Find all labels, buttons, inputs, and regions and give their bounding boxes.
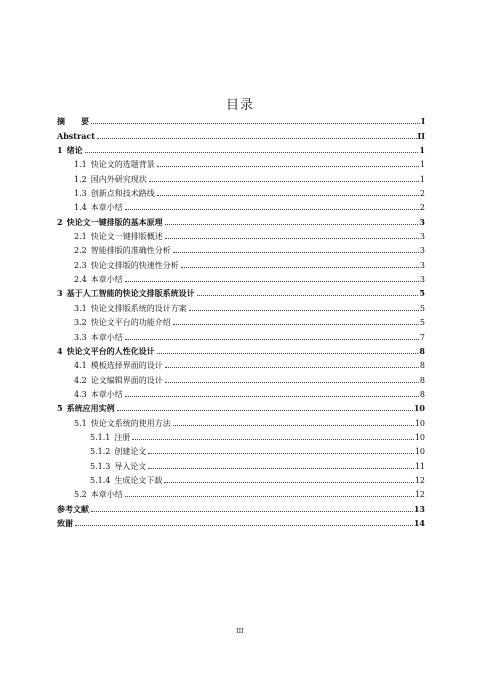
table-of-contents <box>57 112 425 528</box>
toc-entry-title <box>57 132 95 141</box>
dot-leader <box>125 281 419 282</box>
toc-entry-page: 8 <box>419 389 425 399</box>
dot-leader <box>149 181 419 182</box>
toc-entry[interactable] <box>57 212 425 226</box>
toc-entry-title <box>74 304 187 313</box>
dot-leader <box>125 496 414 497</box>
toc-entry-number: 1.1 <box>74 160 87 170</box>
toc-entry-page: 1 <box>419 160 425 170</box>
dot-leader <box>157 166 419 167</box>
toc-entry-page: 3 <box>419 246 425 256</box>
dot-leader <box>157 195 419 196</box>
toc-entry-page: 10 <box>414 418 425 428</box>
toc-entry-page: 2 <box>419 189 425 199</box>
toc-entry-number: 4 <box>57 345 63 356</box>
toc-entry-title <box>57 505 89 514</box>
toc-entry-number: 3 <box>57 288 63 299</box>
toc-entry-text: 本章小结 <box>90 275 123 285</box>
toc-entry-page: 3 <box>419 275 425 285</box>
toc-entry-title <box>74 275 123 284</box>
toc-entry-page: 14 <box>413 517 425 528</box>
toc-entry-text: 论文编辑界面的设计 <box>90 375 163 385</box>
toc-entry-text: 系统应用实例 <box>66 403 115 414</box>
toc-entry[interactable] <box>57 298 425 312</box>
toc-entry[interactable] <box>57 198 425 212</box>
dot-leader <box>164 482 413 483</box>
toc-entry-page: 3 <box>419 232 425 242</box>
toc-entry-text: 本章小结 <box>90 389 123 399</box>
toc-entry-number: 4.1 <box>74 361 87 371</box>
dot-leader <box>125 396 419 397</box>
toc-entry-page: 13 <box>413 503 425 514</box>
toc-entry-number: 2 <box>57 216 63 227</box>
toc-entry-text: 绪论 <box>66 145 83 156</box>
toc-entry-title <box>90 476 162 485</box>
toc-entry-title <box>57 117 89 126</box>
toc-entry-page: 5 <box>419 288 425 299</box>
toc-entry[interactable] <box>57 169 425 183</box>
toc-entry-text: 生成论文下载 <box>114 475 163 485</box>
toc-entry-number: 5.1 <box>74 418 87 428</box>
toc-entry-text: 快论文排版系统的设计方案 <box>90 303 187 313</box>
toc-entry[interactable] <box>57 370 425 384</box>
toc-entry-number: 1.2 <box>74 174 87 184</box>
dot-leader <box>165 367 419 368</box>
toc-entry[interactable] <box>57 313 425 327</box>
toc-entry-title <box>57 289 195 298</box>
toc-entry-text: Abstract <box>57 130 95 141</box>
toc-entry-page: 11 <box>414 461 425 471</box>
toc-entry[interactable] <box>57 284 425 298</box>
toc-entry-number: 3.1 <box>74 303 87 313</box>
dot-leader <box>173 324 419 325</box>
toc-entry[interactable] <box>57 456 425 470</box>
toc-entry-number: 3.2 <box>74 318 87 328</box>
toc-entry-title <box>74 376 163 385</box>
toc-entry-title <box>74 490 123 499</box>
toc-entry-number: 5.1.2 <box>90 447 111 457</box>
toc-entry-title <box>57 404 115 413</box>
toc-entry[interactable] <box>57 126 425 140</box>
toc-entry-text: 导入论文 <box>114 461 147 471</box>
toc-entry-text: 本章小结 <box>90 332 123 342</box>
toc-entry-page: 1 <box>419 145 425 156</box>
toc-entry[interactable] <box>57 112 425 126</box>
toc-entry[interactable] <box>57 141 425 155</box>
toc-entry-number: 2.4 <box>74 275 87 285</box>
toc-entry-number: 5.1.3 <box>90 461 111 471</box>
toc-entry-page: 12 <box>414 490 425 500</box>
toc-entry[interactable] <box>57 428 425 442</box>
toc-entry-text: 快论文的选题背景 <box>90 160 155 170</box>
toc-entry-number: 4.2 <box>74 375 87 385</box>
toc-entry-text: 快论文平台的功能介绍 <box>90 318 171 328</box>
toc-entry-text: 创新点和技术路线 <box>90 189 155 199</box>
dot-leader <box>148 453 413 454</box>
toc-entry-text: 创建论文 <box>114 447 147 457</box>
toc-entry-text: 快论文系统的使用方法 <box>90 418 171 428</box>
dot-leader <box>125 339 419 340</box>
toc-entry[interactable] <box>57 327 425 341</box>
toc-entry-page: 8 <box>419 361 425 371</box>
toc-entry[interactable] <box>57 241 425 255</box>
toc-entry-page: 10 <box>413 403 425 414</box>
toc-entry-text: 基于人工智能的快论文排版系统设计 <box>66 288 195 299</box>
toc-entry-title <box>74 246 171 255</box>
toc-entry-text: 参考文献 <box>57 503 89 514</box>
toc-entry-number: 4.3 <box>74 389 87 399</box>
dot-leader <box>157 353 419 354</box>
toc-entry-page: 1 <box>419 174 425 184</box>
toc-entry-text: 注册 <box>114 432 131 442</box>
dot-leader <box>165 224 419 225</box>
toc-entry-page: 2 <box>419 203 425 213</box>
dot-leader <box>97 138 417 139</box>
toc-entry-title <box>57 519 73 528</box>
toc-entry-page: 8 <box>419 345 425 356</box>
toc-entry-title <box>74 390 123 399</box>
toc-entry-title <box>74 419 171 428</box>
toc-entry[interactable] <box>57 342 425 356</box>
toc-entry-text: 模板选择界面的设计 <box>90 361 163 371</box>
toc-entry[interactable] <box>57 270 425 284</box>
dot-leader <box>148 468 413 469</box>
toc-entry-page: I <box>421 116 425 127</box>
dot-leader <box>132 439 413 440</box>
toc-entry-text: 快论文一键排版的基本原理 <box>66 216 163 227</box>
toc-entry-page: 10 <box>414 447 425 457</box>
toc-entry-page: 5 <box>419 303 425 313</box>
dot-leader <box>85 152 419 153</box>
page-number: III <box>236 628 244 635</box>
toc-entry[interactable] <box>57 485 425 499</box>
dot-leader <box>125 209 419 210</box>
toc-entry-number: 3.3 <box>74 332 87 342</box>
dot-leader <box>91 123 420 124</box>
toc-entry-page: II <box>417 130 425 141</box>
toc-entry[interactable] <box>57 227 425 241</box>
dot-leader <box>75 525 413 526</box>
toc-entry-number: 5.2 <box>74 490 87 500</box>
toc-entry[interactable] <box>57 356 425 370</box>
toc-entry[interactable] <box>57 399 425 413</box>
toc-entry-title <box>57 218 163 227</box>
toc-entry-text: 国内外研究现状 <box>90 174 147 184</box>
toc-entry-title <box>74 175 147 184</box>
toc-entry-title <box>74 232 163 241</box>
toc-entry-title <box>57 347 155 356</box>
toc-entry-page: 7 <box>419 332 425 342</box>
dot-leader <box>181 267 419 268</box>
toc-entry-title <box>57 146 83 155</box>
toc-entry-number: 1.3 <box>74 189 87 199</box>
toc-entry-title <box>90 447 146 456</box>
toc-entry-page: 3 <box>419 260 425 270</box>
toc-entry-title <box>90 433 130 442</box>
toc-entry-text: 快论文一键排版概述 <box>90 232 163 242</box>
toc-entry-text: 致谢 <box>57 517 73 528</box>
toc-entry-title <box>90 462 146 471</box>
toc-entry-number: 2.1 <box>74 232 87 242</box>
toc-entry-text: 快论文排版的快速性分析 <box>90 260 179 270</box>
toc-entry-title <box>74 160 155 169</box>
toc-entry-title <box>74 203 123 212</box>
toc-entry-title <box>74 189 155 198</box>
dot-leader <box>91 511 413 512</box>
dot-leader <box>197 295 419 296</box>
page-title: 目录 <box>225 98 254 113</box>
toc-entry-number: 2.2 <box>74 246 87 256</box>
toc-entry-page: 3 <box>419 216 425 227</box>
toc-entry-title <box>74 318 171 327</box>
toc-entry-number: 5.1.4 <box>90 475 111 485</box>
toc-entry[interactable] <box>57 155 425 169</box>
toc-entry-text: 智能排版的准确性分析 <box>90 246 171 256</box>
dot-leader <box>189 310 419 311</box>
toc-entry-number: 2.3 <box>74 260 87 270</box>
toc-entry[interactable] <box>57 184 425 198</box>
toc-entry-page: 10 <box>414 432 425 442</box>
dot-leader <box>165 238 419 239</box>
toc-entry-page: 5 <box>419 318 425 328</box>
dot-leader <box>165 382 419 383</box>
dot-leader <box>173 425 414 426</box>
toc-entry[interactable] <box>57 255 425 269</box>
toc-entry-number: 1 <box>57 145 63 156</box>
toc-entry[interactable] <box>57 499 425 513</box>
toc-entry[interactable] <box>57 514 425 528</box>
toc-entry-title <box>74 261 179 270</box>
toc-entry-title <box>74 361 163 370</box>
toc-entry[interactable] <box>57 471 425 485</box>
toc-entry-number: 1.4 <box>74 203 87 213</box>
toc-entry-number: 5 <box>57 403 63 414</box>
toc-entry[interactable] <box>57 442 425 456</box>
toc-entry[interactable] <box>57 413 425 427</box>
toc-entry-text: 快论文平台的人性化设计 <box>66 345 155 356</box>
dot-leader <box>173 252 419 253</box>
toc-entry-page: 12 <box>414 475 425 485</box>
toc-entry-page: 8 <box>419 375 425 385</box>
toc-entry-number: 5.1.1 <box>90 432 111 442</box>
toc-entry-text: 摘 要 <box>57 116 89 127</box>
toc-entry-text: 本章小结 <box>90 203 123 213</box>
dot-leader <box>117 410 413 411</box>
toc-entry[interactable] <box>57 385 425 399</box>
toc-entry-title <box>74 333 123 342</box>
toc-entry-text: 本章小结 <box>90 490 123 500</box>
